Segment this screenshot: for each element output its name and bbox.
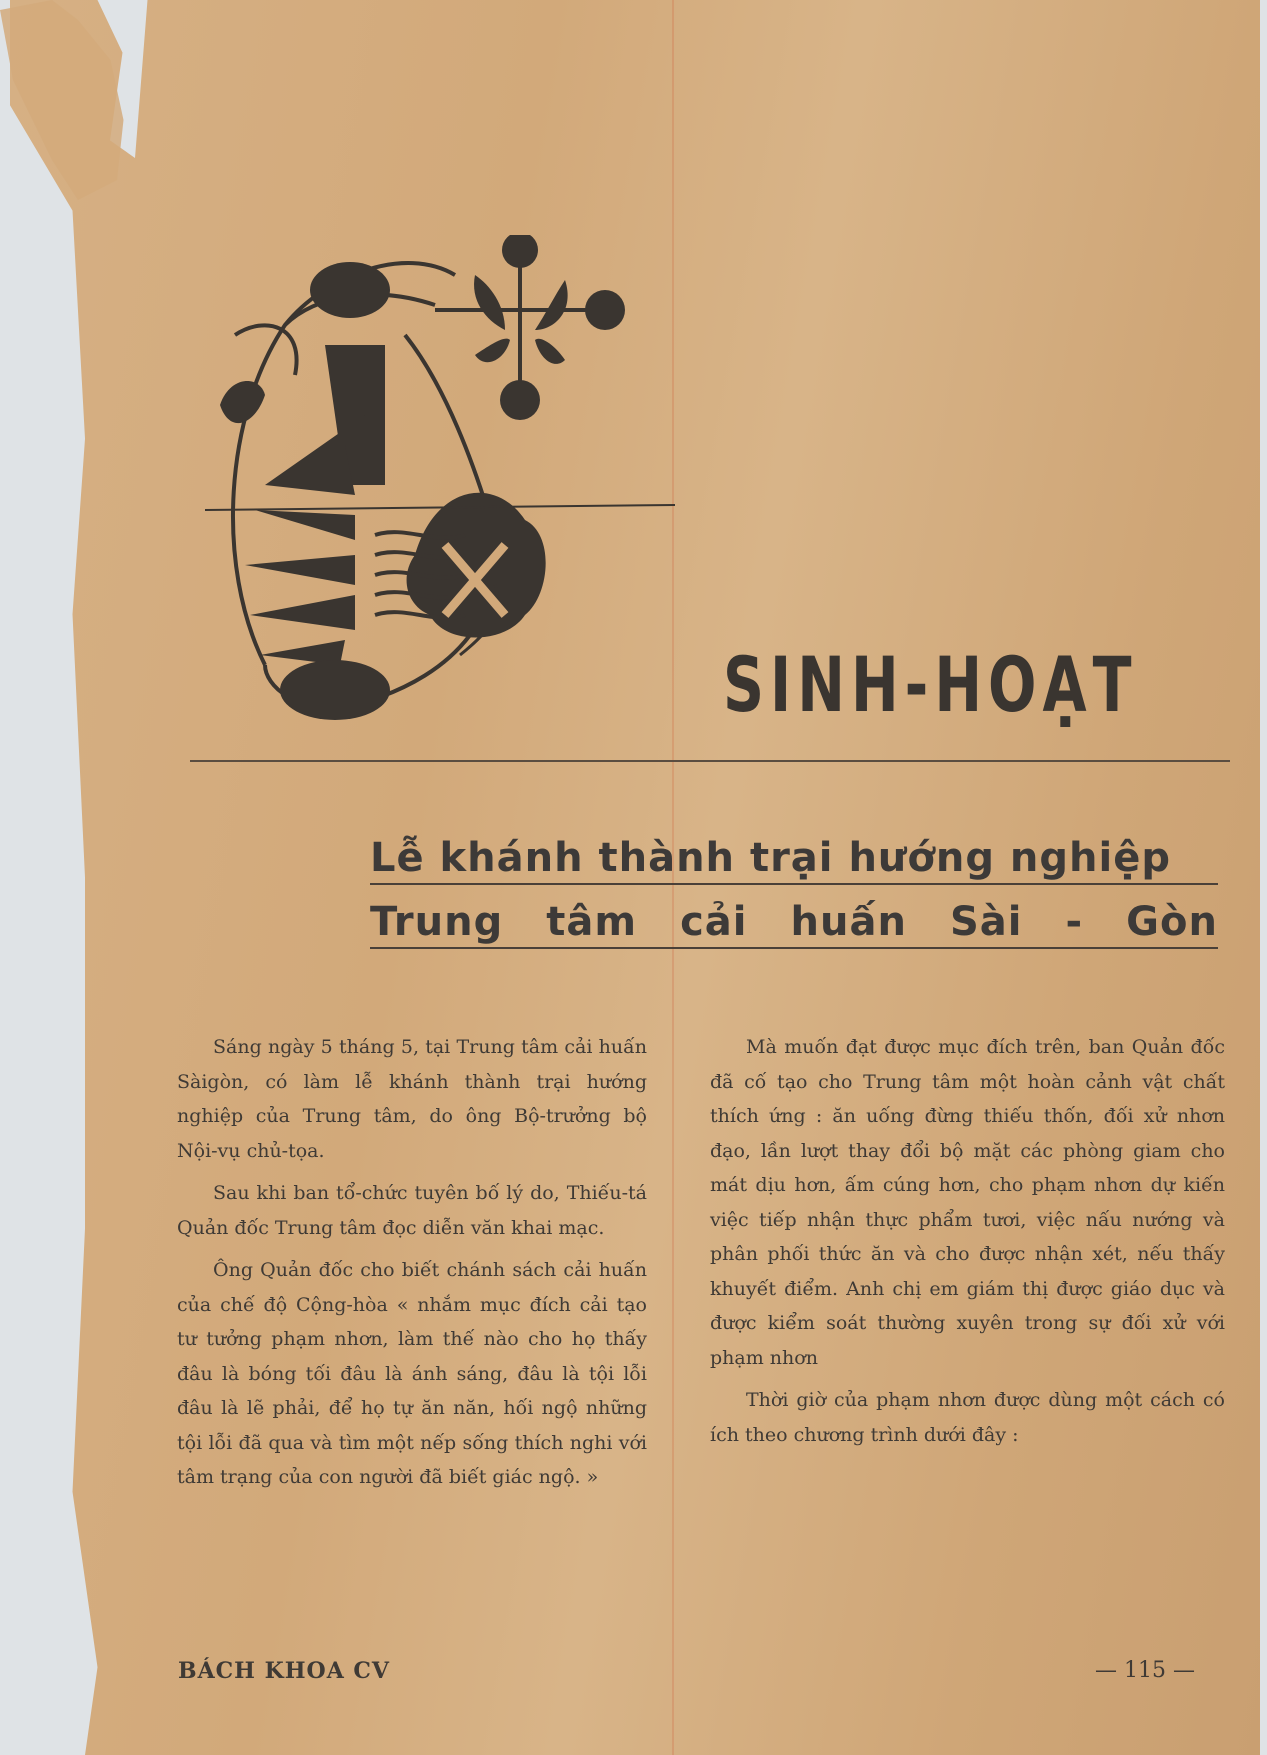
headline-line-1: Lễ khánh thành trại hướng nghiệp — [370, 835, 1171, 881]
headline-underline — [370, 947, 1218, 949]
header-divider — [190, 760, 1230, 762]
headline-word: huấn — [790, 899, 907, 945]
section-emblem-illustration — [205, 235, 705, 755]
paragraph: Thời giờ của phạm nhơn được dùng một cách có ích theo chương trình dưới đây : — [710, 1389, 1225, 1446]
headline-word: Trung — [370, 899, 504, 945]
article-headline — [370, 835, 1230, 949]
headline-word: cải — [680, 899, 748, 945]
article-left-column — [177, 1030, 647, 1503]
headline-word: - — [1065, 899, 1084, 945]
paragraph: Sáng ngày 5 tháng 5, tại Trung tâm cải huấn Sàigòn, có làm lễ khánh thành trại hướng nghiệp của Trung tâm, do ông Bộ-trưởng bộ Nội-vụ chủ-tọa. — [177, 1036, 647, 1162]
page-number: — 115 — — [1095, 1658, 1195, 1683]
headline-word: Gòn — [1126, 899, 1218, 945]
headline-word: Sài — [949, 899, 1023, 945]
article-right-column — [710, 1030, 1225, 1460]
headline-line-2 — [370, 899, 1218, 945]
section-title: SINH-HOẠT — [723, 640, 1138, 729]
headline-word: tâm — [546, 899, 638, 945]
paragraph: Sau khi ban tổ-chức tuyên bố lý do, Thiếu-tá Quản đốc Trung tâm đọc diễn văn khai mạc. — [177, 1182, 647, 1239]
paragraph: Ông Quản đốc cho biết chánh sách cải huấn của chế độ Cộng-hòa « nhắm mục đích cải tạo tư tưởng phạm nhơn, làm thế nào cho họ thấy đâu là bóng tối đâu là ánh sáng, đâu là tội lỗi đâu là lẽ phải, để họ tự ăn năn, hối ngộ những tội lỗi đã qua và tìm một nếp sống thích nghi với tâm trạng của con người đã biết giác ngộ. » — [177, 1259, 647, 1488]
magazine-name: BÁCH KHOA CV — [178, 1658, 390, 1684]
headline-underline — [370, 883, 1218, 885]
paragraph: Mà muốn đạt được mục đích trên, ban Quản đốc đã cố tạo cho Trung tâm một hoàn cảnh vật chất thích ứng : ăn uống đừng thiếu thốn, đối xử nhơn đạo, lần lượt thay đổi bộ mặt các phòng giam cho mát dịu hơn, ấm cúng hơn, cho phạm nhơn dự kiến việc tiếp nhận thực phẩm tươi, việc nấu nướng và phân phối thức ăn và cho được nhận xét, nếu thấy khuyết điểm. Anh chị em giám thị được giáo dục và được kiểm soát thường xuyên trong sự đối xử với phạm nhơn — [710, 1036, 1225, 1369]
